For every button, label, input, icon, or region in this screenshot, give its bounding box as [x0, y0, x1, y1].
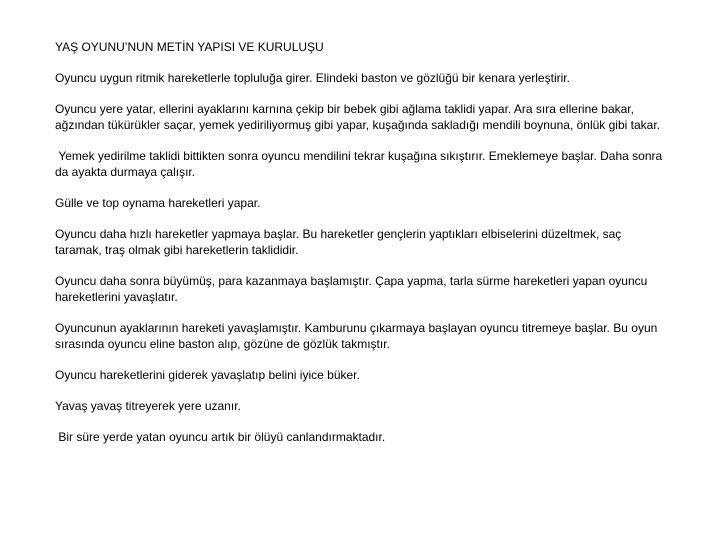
paragraph: Yemek yedirilme taklidi bittikten sonra oyuncu mendilini tekrar kuşağına sıkıştırır. Emeklemeye başlar. Daha sonra da ayakta durmaya çalışır.	[55, 149, 666, 179]
document-body	[55, 39, 665, 460]
paragraph: Yavaş yavaş titreyerek yere uzanır.	[55, 399, 241, 413]
paragraph: Oyuncunun ayaklarının hareketi yavaşlamıştır. Kamburunu çıkarmaya başlayan oyuncu titremeye başlar. Bu oyun sırasında oyuncu eline baston alıp, gözüne de gözlük takmıştır.	[55, 321, 658, 351]
paragraph: Gülle ve top oynama hareketleri yapar.	[55, 196, 261, 210]
paragraph: Oyuncu uygun ritmik hareketlerle topluluğa girer. Elindeki baston ve gözlüğü bir kenara yerleştirir.	[55, 71, 570, 85]
paragraph: Bir süre yerde yatan oyuncu artık bir ölüyü canlandırmaktadır.	[55, 430, 386, 444]
paragraph: Oyuncu hareketlerini giderek yavaşlatıp belini iyice büker.	[55, 368, 360, 382]
paragraph: Oyuncu yere yatar, ellerini ayaklarını karnına çekip bir bebek gibi ağlama taklidi yapar. Ara sıra ellerine bakar, ağzından tükürükler saçar, yemek yediriliyormuş gibi yapar, kuşağında sakladığı mendili boynuna, önlük gibi takar.	[55, 102, 660, 132]
paragraph: Oyuncu daha sonra büyümüş, para kazanmaya başlamıştır. Çapa yapma, tarla sürme hareketleri yapan oyuncu hareketlerini yavaşlatır.	[55, 274, 648, 304]
paragraph: Oyuncu daha hızlı hareketler yapmaya başlar. Bu hareketler gençlerin yaptıkları elbiselerini düzeltmek, saç taramak, traş olmak gibi hareketlerin taklididir.	[55, 227, 622, 257]
document-title: YAŞ OYUNU’NUN METİN YAPISI VE KURULUŞU	[55, 40, 324, 54]
